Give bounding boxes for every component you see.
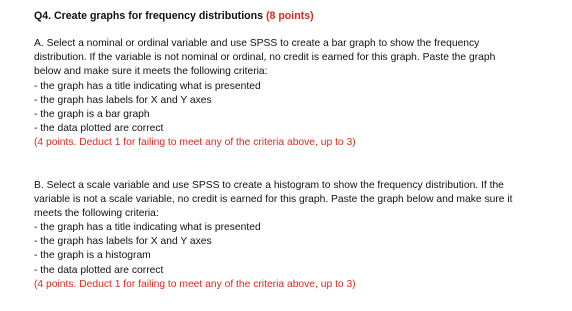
section-a (34, 37, 564, 151)
section-b-criterion-data: - the data plotted are correct (34, 264, 164, 276)
question-points: (8 points) (265, 10, 314, 22)
section-a-instruction-line-1: A. Select a nominal or ordinal variable and use SPSS to create a bar graph to show the frequency (34, 38, 480, 49)
question-title: Q4. Create graphs for frequency distributions (34, 10, 263, 22)
section-a-criterion-title: - the graph has a title indicating what is presented (34, 80, 261, 92)
section-a-instruction-line-3: below and make sure it meets the following criteria: (34, 66, 268, 78)
section-b-criterion-title: - the graph has a title indicating what is presented (34, 222, 261, 234)
section-a-instruction-line-2: distribution. If the variable is not nominal or ordinal, no credit is earned for this graph. Paste the graph (34, 52, 496, 64)
section-a-criterion-axes: - the graph has labels for X and Y axes (34, 94, 212, 106)
section-a-criterion-data: - the data plotted are correct (34, 123, 164, 135)
section-b (34, 179, 564, 293)
section-a-criterion-type: - the graph is a bar graph (34, 108, 150, 120)
question-heading (34, 9, 564, 23)
section-b-criterion-axes: - the graph has labels for X and Y axes (34, 236, 212, 248)
section-b-instruction-line-3: meets the following criteria: (34, 207, 159, 219)
document-body (34, 9, 564, 292)
section-b-scoring: (4 points. Deduct 1 for failing to meet any of the criteria above, up to 3) (34, 278, 356, 290)
section-a-scoring: (4 points. Deduct 1 for failing to meet any of the criteria above, up to 3) (34, 137, 356, 149)
section-b-instruction-line-2: variable is not a scale variable, no credit is earned for this graph. Paste the graph below and make sure it (34, 193, 513, 205)
section-b-instruction-line-1: B. Select a scale variable and use SPSS to create a histogram to show the frequency distribution. If the (34, 179, 504, 191)
section-b-criterion-type: - the graph is a histogram (34, 250, 151, 262)
